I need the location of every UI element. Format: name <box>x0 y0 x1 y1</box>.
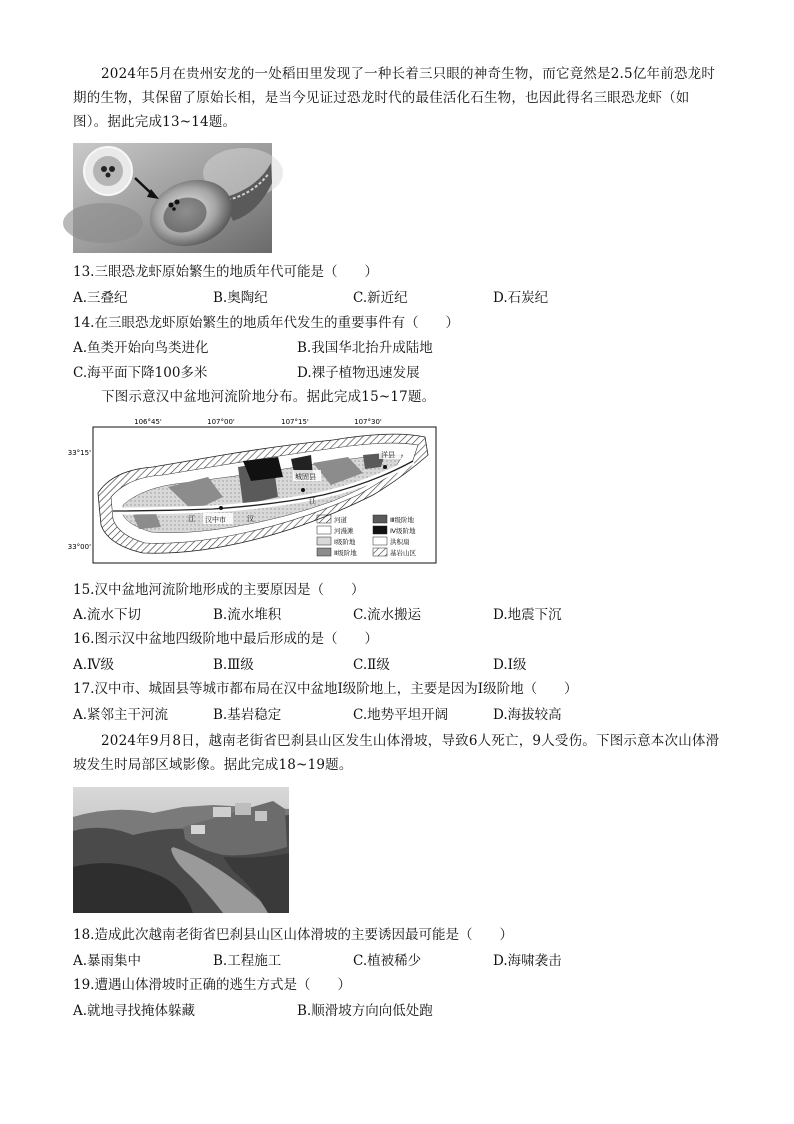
lat-label: 33°00' <box>67 543 91 551</box>
river-label-han: 汉 <box>247 515 254 523</box>
legend-swatch <box>317 548 331 556</box>
legend-label: Ⅲ级阶地 <box>390 516 414 524</box>
q17-option-b[interactable]: B.基岩稳定 <box>213 707 282 723</box>
question-14-options-row1 <box>73 338 733 358</box>
q17-option-d[interactable]: D.海拔较高 <box>493 707 562 723</box>
river-label-jiang: 江 <box>188 515 195 523</box>
place-label-chenggu: 城固县 <box>295 473 316 481</box>
legend-swatch <box>317 515 331 523</box>
intro-paragraph-landslide: 2024年9月8日，越南老街省巴刹县山区发生山体滑坡，导致6人死亡，9人受伤。下图示意本次山体滑坡发生时局部区域影像。据此完成18~19题。 <box>73 733 720 773</box>
q18-option-b[interactable]: B.工程施工 <box>213 953 282 969</box>
city-marker-yangxian <box>383 465 387 469</box>
q18-option-d[interactable]: D.海啸袭击 <box>493 953 562 969</box>
legend-label: Ⅰ级阶地 <box>334 538 356 546</box>
city-marker-hanzhong <box>219 506 223 510</box>
q16-option-c[interactable]: C.Ⅱ级 <box>353 657 390 673</box>
legend-swatch <box>373 515 387 523</box>
q14-option-b[interactable]: B.我国华北抬升成陆地 <box>297 340 433 356</box>
question-15: 15.汉中盆地河流阶地形成的主要原因是（ ） <box>73 582 365 598</box>
legend-swatch <box>373 537 387 545</box>
question-16-options <box>73 655 733 675</box>
q18-option-a[interactable]: A.暴雨集中 <box>73 953 142 969</box>
q19-option-a[interactable]: A.就地寻找掩体躲藏 <box>73 1003 196 1019</box>
question-13: 13.三眼恐龙虾原始繁生的地质年代可能是（ ） <box>73 264 378 280</box>
question-14-options-row2 <box>73 363 733 383</box>
legend-label: 基岩山区 <box>390 549 416 557</box>
q13-option-b[interactable]: B.奥陶纪 <box>213 290 268 306</box>
question-18-options <box>73 951 733 971</box>
legend-swatch <box>317 537 331 545</box>
q13-option-a[interactable]: A.三叠纪 <box>73 290 128 306</box>
q15-option-b[interactable]: B.流水堆积 <box>213 607 282 623</box>
legend-label: Ⅱ级阶地 <box>334 549 357 557</box>
q17-option-a[interactable]: A.紧邻主干河流 <box>73 707 169 723</box>
place-label-hanzhong: 汉中市 <box>205 516 226 524</box>
q14-option-c[interactable]: C.海平面下降100多米 <box>73 365 208 381</box>
question-16: 16.图示汉中盆地四级阶地中最后形成的是（ ） <box>73 631 378 647</box>
landslide-photo <box>73 787 289 913</box>
triops-photo <box>73 143 272 253</box>
triops-photo-illustration <box>73 143 272 253</box>
lat-label: 33°15' <box>67 449 91 457</box>
river-label-jiang: 江 <box>309 497 316 505</box>
q15-option-a[interactable]: A.流水下切 <box>73 607 142 623</box>
q16-option-a[interactable]: A.Ⅳ级 <box>73 657 115 673</box>
intro-paragraph-hanzhong: 下图示意汉中盆地河流阶地分布。据此完成15~17题。 <box>101 389 436 405</box>
q14-option-a[interactable]: A.鱼类开始向鸟类进化 <box>73 340 209 356</box>
question-19-options <box>73 1001 733 1021</box>
question-15-options <box>73 605 733 625</box>
lon-label: 107°30' <box>354 418 382 426</box>
question-14: 14.在三眼恐龙虾原始繁生的地质年代发生的重要事件有（ ） <box>73 315 459 331</box>
legend-label: 河漫滩 <box>334 527 354 535</box>
legend-swatch <box>373 548 387 556</box>
q16-option-b[interactable]: B.Ⅲ级 <box>213 657 254 673</box>
legend-label: Ⅳ级阶地 <box>390 527 416 535</box>
place-label-yangxian: 洋县 <box>381 451 395 459</box>
legend-swatch <box>373 526 387 534</box>
legend-label: 洪积扇 <box>390 538 410 546</box>
landslide-photo-illustration <box>73 787 289 913</box>
hanzhong-terrace-map <box>67 415 443 567</box>
city-marker-chenggu <box>301 488 305 492</box>
q13-option-c[interactable]: C.新近纪 <box>353 290 408 306</box>
legend-swatch <box>317 526 331 534</box>
question-19: 19.遭遇山体滑坡时正确的逃生方式是（ ） <box>73 977 351 993</box>
lon-label: 106°45' <box>134 418 162 426</box>
q16-option-d[interactable]: D.Ⅰ级 <box>493 657 527 673</box>
q15-option-d[interactable]: D.地震下沉 <box>493 607 562 623</box>
question-17: 17.汉中市、城固县等城市都布局在汉中盆地Ⅰ级阶地上，主要是因为Ⅰ级阶地（ ） <box>73 681 578 697</box>
legend-label: 河道 <box>334 516 347 524</box>
question-13-options <box>73 288 733 308</box>
question-17-options <box>73 705 733 725</box>
lon-label: 107°00' <box>207 418 235 426</box>
intro-paragraph-shrimp: 2024年5月在贵州安龙的一处稻田里发现了一种长着三只眼的神奇生物，而它竟然是2.5亿年前恐龙时期的生物，其保留了原始长相，是当今见证过恐龙时代的最佳活化石生物，也因此得名三眼恐龙虾（如图）。据此完成13~14题。 <box>73 66 716 130</box>
q18-option-c[interactable]: C.植被稀少 <box>353 953 422 969</box>
q19-option-b[interactable]: B.顺滑坡方向向低处跑 <box>297 1003 433 1019</box>
q13-option-d[interactable]: D.石炭纪 <box>493 290 549 306</box>
q17-option-c[interactable]: C.地势平坦开阔 <box>353 707 449 723</box>
q15-option-c[interactable]: C.流水搬运 <box>353 607 422 623</box>
q14-option-d[interactable]: D.裸子植物迅速发展 <box>297 365 420 381</box>
question-18: 18.造成此次越南老街省巴刹县山区山体滑坡的主要诱因最可能是（ ） <box>73 927 513 943</box>
lon-label: 107°15' <box>281 418 309 426</box>
